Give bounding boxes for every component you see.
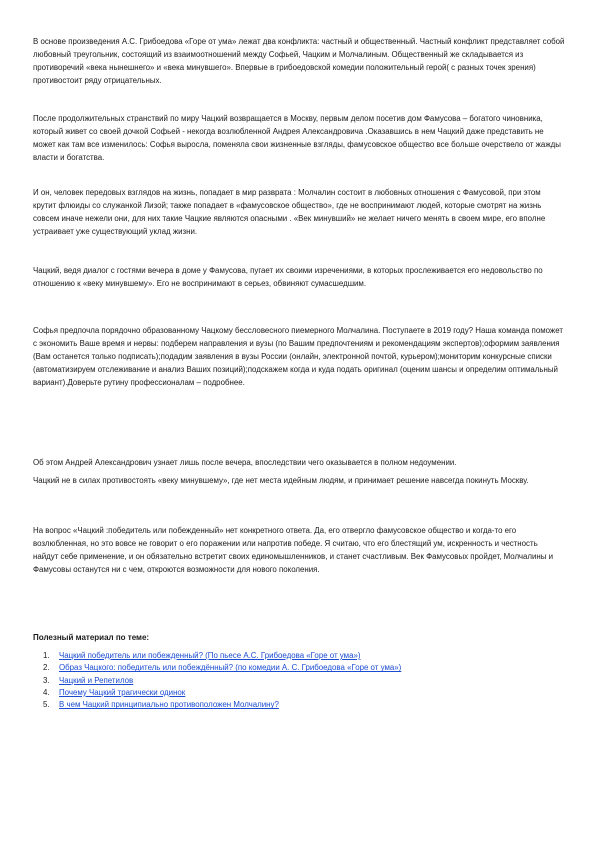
list-item-number: 2. [43,663,50,673]
list-item-number: 1. [43,651,50,660]
paragraph-return-to-moscow: После продолжительных странствий по миру Чацкий возвращается в Москву, первым делом посетив дом Фамусова – богатого чиновника, который живет со своей дочкой Софьей - некогда возлюбленной Андрея Александровича .Оказавшись в нем Чацкий даже представить не может как там все изменилось: Софья выросла, поменяла свои жизненные взгляды, фамусовское общество все больше очерствело от жажды власти и богатства. [33,114,561,162]
useful-links-list [33,650,565,711]
paragraph-world-of-depravity: И он, человек передовых взглядов на жизнь, попадает в мир разврата : Молчалин состоит в любовных отношения с Фамусовой, при этом крутит флюиды со служанкой Лизой; также попадает в «фамусовское общество», где не воспринимают людей, которые смотрят на жизнь совсем иначе нежели они, для них такие Чацкие являются опасными . «Век минувший» не желает ничего менять в своем мире, его вполне устраивает уже существующий уклад жизни. [33,188,546,236]
list-item [43,650,565,662]
list-item-number: 5. [43,700,50,710]
list-item-number: 3. [43,675,50,685]
related-link[interactable]: Чацкий победитель или побежденный? (По пьесе А.С. Грибоедова «Горе от ума») [59,651,361,660]
related-link[interactable]: Образ Чацкого: победитель или побеждённый? (по комедии А. С. Грибоедова «Горе от ума») [59,663,402,673]
paragraph-after-evening: Об этом Андрей Александрович узнает лишь после вечера, впоследствии чего оказывается в полном недоумении. [33,458,457,467]
paragraph-conflicts: В основе произведения А.С. Грибоедова «Горе от ума» лежат два конфликта: частный и общественный. Частный конфликт представляет собой любовный треугольник, состоящий из взаимоотношений между Софьей, Чацким и Молчалиным. Общественный же складывается из противоречий «века нынешнего» и «века минувшего». Впервые в грибоедовской комедии положительный герой( с разных точек зрения) противостоит ряду отрицательных. [33,37,565,85]
paragraph-conclusion: На вопрос «Чацкий :победитель или побежденный» нет конкретного ответа. Да, его отвергло фамусовское общество и когда-то его возлюбленная, но это вовсе не говорит о его поражении или напротив победе. Я считаю, что его блестящий ум, искренность и честность найдут себе применение, и он обязательно встретит своих единомышленников, и станет счастливым. Век Фамусовых пройдет, Молчалины и Фамусовы останутся ни с чем, откроются возможности для нового поколения. [33,526,554,574]
list-item [43,699,565,711]
related-link[interactable]: В чем Чацкий принципиально противоположен Молчалину? [59,700,279,710]
list-item [43,675,565,687]
useful-material-section [33,632,565,711]
list-item [43,687,565,699]
list-item [43,662,565,674]
related-link[interactable]: Чацкий и Репетилов [59,675,134,685]
paragraph-sofia-choice: Софья предпочла порядочно образованному Чацкому бессловесного пиемерного Молчалина. Поступаете в 2019 году? Наша команда поможет с экономить Ваше время и нервы: подберем направления и вузы (по Вашим предпочтениям и рекомендациям экспертов);оформим заявления (Вам останется только подписать);подадим заявления в вузы России (онлайн, электронной почтой, курьером);мониторим конкурсные списки (автоматизируем отслеживание и анализ Ваших позиций);подскажем когда и куда подать оригинал (оценим шансы и определим оптимальный вариант).Доверьте рутину профессионалам – подробнее. [33,326,563,387]
paragraph-dialogue-with-guests: Чацкий, ведя диалог с гостями вечера в доме у Фамусова, пугает их своими изречениями, в которых прослеживается его недовольство по отношению к «веку минувшему». Его не воспринимают в серьез, обвиняют сумасшедшим. [33,266,543,288]
related-link[interactable]: Почему Чацкий трагически одинок [59,687,186,697]
useful-material-heading: Полезный материал по теме: [33,633,150,642]
list-item-number: 4. [43,687,50,697]
paragraph-leave-moscow: Чацкий не в силах противостоять «веку минувшему», где нет места идейным людям, и принимает решение навсегда покинуть Москву. [33,476,529,485]
